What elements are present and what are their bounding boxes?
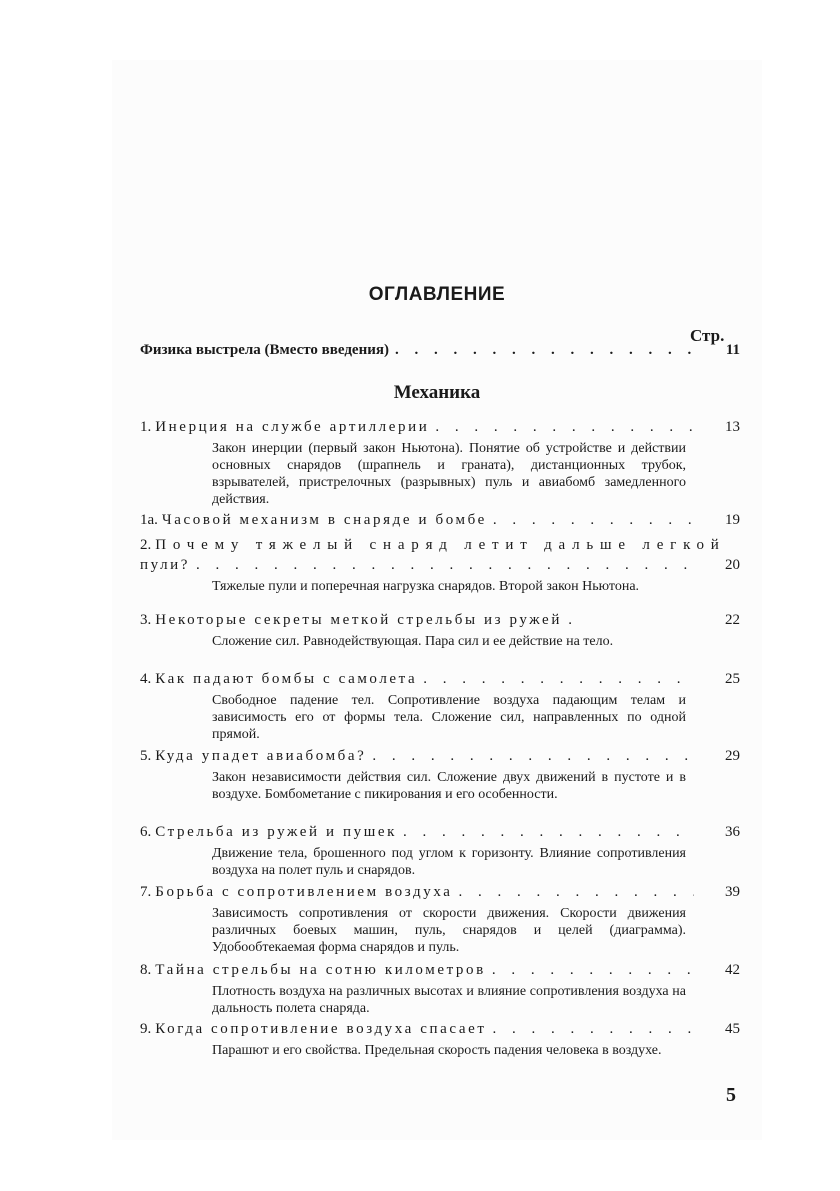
- toc-entry-page: 22: [725, 612, 740, 628]
- toc-entry-title: Стрельба из ружей и пушек: [155, 824, 398, 840]
- section-heading: Механика: [393, 382, 481, 403]
- toc-entry[interactable]: [140, 1019, 740, 1059]
- toc-entry-page: 13: [725, 419, 740, 435]
- toc-entry-description: Тяжелые пули и поперечная нагрузка снарядов. Второй закон Ньютона.: [212, 579, 640, 594]
- page-title: ОГЛАВЛЕНИЕ: [368, 284, 506, 305]
- dot-leader: [403, 822, 694, 842]
- toc-entry-description: Закон независимости действия сил. Сложение двух движений в пустоте и в воздухе. Бомбометание с пикирования и его особенности.: [212, 770, 686, 802]
- toc-entry[interactable]: [140, 610, 740, 650]
- dot-leader: [493, 1019, 694, 1039]
- page-number: 5: [726, 1084, 736, 1106]
- toc-entry[interactable]: [140, 669, 740, 743]
- toc-entry-title: Когда сопротивление воздуха спасает: [155, 1021, 487, 1037]
- toc-entry-number: 2.: [140, 537, 152, 553]
- dot-leader: [423, 669, 694, 689]
- toc-entry-page: 39: [725, 884, 740, 900]
- toc-entry-page: 20: [725, 557, 740, 573]
- toc-entry-title: Почему тяжелый снаряд летит дальше легкой: [155, 537, 726, 553]
- toc-entry-page: 42: [725, 962, 740, 978]
- toc-entry-description: Свободное падение тел. Сопротивление воздуха падающим телам и зависимость его от формы тела. Сложение сил, направленных по одной прямой.: [212, 693, 686, 742]
- toc-entry[interactable]: [140, 960, 740, 1017]
- toc-entry-number: 9.: [140, 1021, 152, 1037]
- toc-entry-intro[interactable]: [140, 342, 740, 364]
- toc-entry-number: 3.: [140, 612, 152, 628]
- toc-entry-number: 4.: [140, 671, 152, 687]
- toc-entry-number: 1.: [140, 419, 152, 435]
- toc-entry-title: Инерция на службе артиллерии: [155, 419, 430, 435]
- dot-leader: [395, 342, 694, 359]
- page-column-label: Стр.: [690, 326, 725, 345]
- dot-leader: [435, 417, 694, 437]
- toc-entry-title: Часовой механизм в снаряде и бомбе: [161, 512, 487, 528]
- toc-entry-number: 8.: [140, 962, 152, 978]
- dot-leader: [493, 510, 694, 530]
- toc-entry[interactable]: [140, 746, 740, 803]
- toc-entry[interactable]: [140, 882, 740, 956]
- toc-entry[interactable]: [140, 417, 740, 508]
- toc-entry-description: Зависимость сопротивления от скорости движения. Скорости движения различных боевых машин, пуль, снарядов и целей (диаграмма). Удобообтекаемая форма снарядов и пуль.: [212, 906, 686, 955]
- toc-entry-number: 6.: [140, 824, 152, 840]
- dot-leader: [459, 882, 694, 902]
- toc-entry-page: 19: [725, 512, 740, 528]
- toc-entry-description: Парашют и его свойства. Предельная скорость падения человека в воздухе.: [212, 1043, 662, 1058]
- toc-entry-page: 11: [725, 342, 740, 358]
- toc-entry-description: Плотность воздуха на различных высотах и влияние сопротивления воздуха на дальность полета снаряда.: [212, 984, 686, 1016]
- toc-entry-title: Как падают бомбы с самолета: [155, 671, 418, 687]
- toc-entry-title: Тайна стрельбы на сотню километров: [155, 962, 486, 978]
- toc-entry-title-cont: пули?: [140, 557, 191, 573]
- toc-entry-description: Сложение сил. Равнодействующая. Пара сил и ее действие на тело.: [212, 634, 614, 649]
- toc-entry[interactable]: [140, 822, 740, 879]
- toc-entry-label: Физика выстрела (Вместо введения): [140, 342, 389, 358]
- toc-entry-page: 25: [725, 671, 740, 687]
- toc-entry-title: Борьба с сопротивлением воздуха: [155, 884, 453, 900]
- toc-entry-number: 5.: [140, 748, 152, 764]
- toc-entry[interactable]: [140, 535, 740, 595]
- dot-leader: [492, 960, 694, 980]
- toc-entry-page: 45: [725, 1021, 740, 1037]
- toc-entry-description: Движение тела, брошенного под углом к горизонту. Влияние сопротивления воздуха на полет пуль и снарядов.: [212, 846, 686, 878]
- dot-leader: [372, 746, 694, 766]
- toc-entry-number: 1а.: [140, 512, 158, 528]
- toc-entry[interactable]: [140, 510, 740, 530]
- toc-entry-description: Закон инерции (первый закон Ньютона). Понятие об устройстве и действии основных снарядов (шрапнель и граната), дистанционных трубок, взрывателей, пристрелочных (разрывных) пуль и авиабомб замедленного действия.: [212, 441, 686, 507]
- toc-entry-number: 7.: [140, 884, 152, 900]
- toc-entry-page: 29: [725, 748, 740, 764]
- toc-entry-page: 36: [725, 824, 740, 840]
- toc-entry-title: Куда упадет авиабомба?: [155, 748, 367, 764]
- dot-leader: [196, 555, 694, 575]
- toc-entry-title: Некоторые секреты меткой стрельбы из ружей .: [155, 612, 575, 628]
